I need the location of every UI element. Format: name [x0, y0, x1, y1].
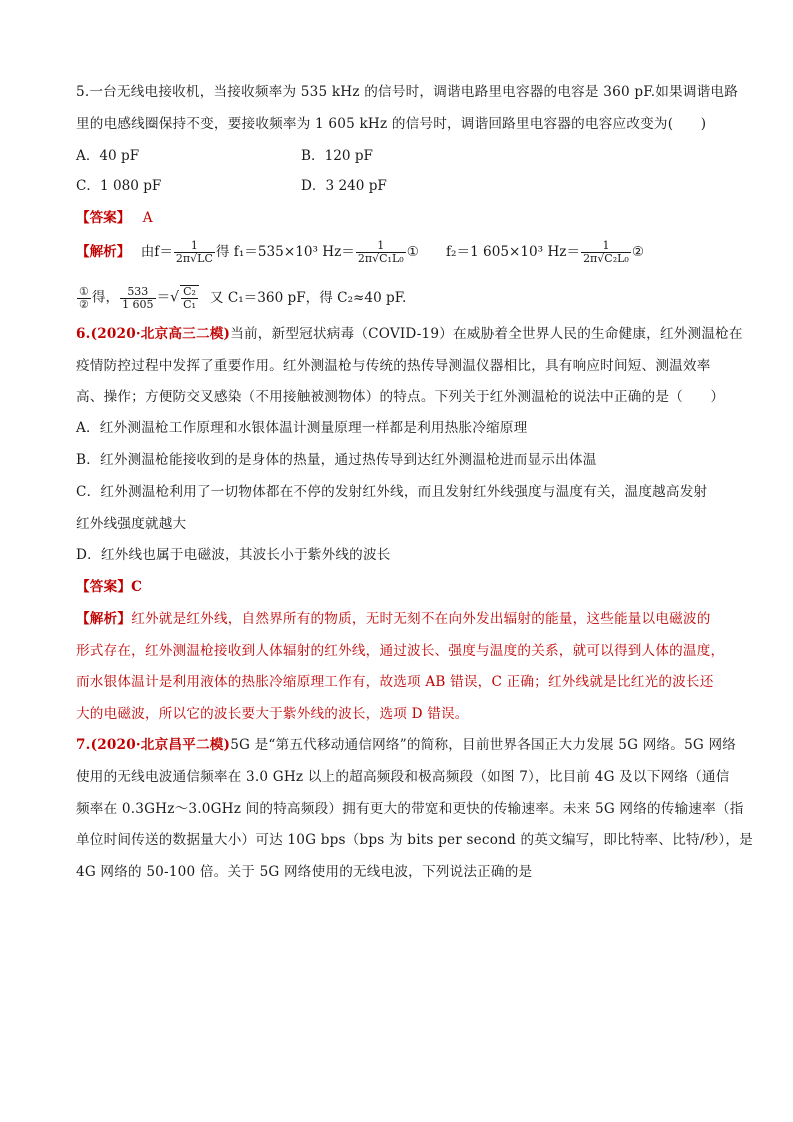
q5-f2-mark: ②: [631, 244, 645, 260]
q5-ratio-rden: C₁: [183, 298, 196, 311]
q6-line-2: 疫情防控过程中发挥了重要作用。红外测温枪与传统的热传导测温仪器相比，具有响应时间短、测温效率: [76, 358, 711, 374]
q6-line-1: [76, 324, 743, 344]
q5-ratio-fraction: [120, 286, 156, 311]
q6-analysis-2: 形式存在，红外测温枪接收到人体辐射的红外线，通过波长、强度与温度的关系，就可以得到人体的温度，: [76, 643, 725, 659]
q7-line-5: 4G 网络的 50-100 倍。关于 5G 网络使用的无线电波，下列说法正确的是: [76, 864, 533, 880]
q5-ratio-tail: 又 C₁＝360 pF，得 C₂≈40 pF.: [209, 289, 407, 306]
q5-ratio-sqrt-fraction: [180, 285, 199, 311]
q5-f1-den: 2π√LC: [175, 252, 213, 265]
q5-ratio-den: 1 605: [122, 297, 154, 311]
q6-analysis-4: 大的电磁波，所以它的波长要大于紫外线的波长，选项 D 错误。: [76, 706, 469, 722]
q5-answer-value: A: [142, 210, 153, 226]
q6-analysis-1-text: 红外就是红外线，自然界所有的物质，无时无刻不在向外发出辐射的能量，这些能量以电磁波的: [131, 611, 711, 627]
q6-option-a: A．红外测温枪工作原理和水银体温计测量原理一样都是利用热胀冷缩原理: [76, 420, 528, 436]
q5-f1-den2: 2π√C₁L₀: [357, 252, 404, 265]
q6-option-c-1: C．红外测温枪利用了一切物体都在不停的发射红外线，而且发射红外线强度与温度有关，温度越高发射: [76, 484, 708, 500]
q5-f1-fraction-2: [356, 240, 406, 265]
q7-line-1: [76, 735, 736, 755]
q7-line-3: 频率在 0.3GHz～3.0GHz 间的特高频段）拥有更大的带宽和更快的传输速率。未来 5G 网络的传输速率（指: [76, 801, 744, 817]
q7-line-2: 使用的无线电波通信频率在 3.0 GHz 以上的超高频段和极高频段（如图 7），比目前 4G 及以下网络（通信: [76, 769, 730, 785]
q5-option-b: B．120 pF: [301, 148, 373, 164]
q6-line-1-text: 当前，新型冠状病毒（COVID-19）在威胁着全世界人民的生命健康，红外测温枪在: [230, 326, 743, 342]
q5-answer: [76, 208, 153, 228]
q7-source: 7.(2020·北京昌平二模): [76, 737, 231, 753]
q7-line-1-text: 5G 是“第五代移动通信网络”的简称，目前世界各国正大力发展 5G 网络。5G 网络: [230, 737, 737, 753]
q5-ratio-num: 533: [120, 286, 156, 299]
q5-f1-fraction: [174, 240, 215, 265]
q5-answer-label: 【答案】: [76, 210, 131, 226]
q5-analysis-label: 【解析】: [76, 244, 131, 260]
q5-f1-num: 1: [174, 240, 215, 253]
q6-option-b: B．红外测温枪能接收到的是身体的热量，通过热传导到达红外测温枪进而显示出体温: [76, 452, 597, 468]
q5-f1-num2: 1: [356, 240, 406, 253]
q5-f2-pre: f₂＝1 605×10³ Hz＝: [446, 244, 581, 260]
q6-source: 6.(2020·北京高三二模): [76, 326, 231, 342]
q5-option-c: C．1 080 pF: [76, 178, 162, 194]
q5-ratio-de: 得，: [91, 289, 120, 306]
q5-f2-expression: [446, 240, 644, 265]
q6-analysis-1: [76, 609, 711, 629]
q5-f2-fraction: [581, 240, 631, 265]
q5-f1-mark: ①: [406, 244, 419, 260]
q5-line-1: 5.一台无线电接收机，当接收频率为 535 kHz 的信号时，调谐电路里电容器的电容是 360 pF.如果调谐电路: [76, 84, 739, 100]
q6-option-c-2: 红外线强度就越大: [76, 516, 187, 532]
q5-analysis-row-1: [76, 240, 419, 265]
q6-analysis-3: 而水银体温计是利用液体的热胀冷缩原理工作有，故选项 AB 错误，C 正确；红外线就是比红光的波长还: [76, 674, 714, 690]
q5-option-d: D．3 240 pF: [301, 178, 387, 194]
q5-ratio-marks: [77, 286, 91, 311]
q6-answer: 【答案】C: [76, 579, 143, 595]
q5-option-a: A．40 pF: [76, 148, 140, 164]
q5-f2-den: 2π√C₂L₀: [583, 252, 629, 265]
q5-analysis-row-2: $\frac{\text{①}}{\text{②}}$ 得， $\frac{533}{1 605}$ ＝√ $\frac{\text{C₂}}{\text{C₁}}$ 又 C₁＝360 pF，得 C₂≈40 pF.: [79, 284, 407, 311]
q5-ratio-bottom: ②: [79, 297, 89, 311]
q5-ratio-top: ①: [79, 284, 89, 298]
q5-f1-mid: 得 f₁＝535×10³ Hz＝: [215, 244, 355, 260]
q5-f1-pre: 由f＝: [140, 244, 173, 260]
q5-f2-num: 1: [581, 240, 631, 253]
q5-ratio-rnum: C₂: [183, 285, 196, 298]
q6-analysis-label: 【解析】: [76, 611, 132, 627]
q7-line-4: 单位时间传送的数据量大小）可达 10G bps（bps 为 bits per second 的英文编写，即比特率、比特/秒），是: [76, 832, 753, 848]
q6-option-d: D．红外线也属于电磁波，其波长小于紫外线的波长: [76, 547, 391, 563]
q6-line-3: 高、操作；方便防交叉感染（不用接触被测物体）的特点。下列关于红外测温枪的说法中正确的是（ ）: [76, 389, 725, 405]
q5-line-2: 里的电感线圈保持不变，要接收频率为 1 605 kHz 的信号时，调谐回路里电容器的电容应改变为( ): [76, 116, 707, 132]
q5-ratio-eq: ＝: [156, 289, 171, 306]
